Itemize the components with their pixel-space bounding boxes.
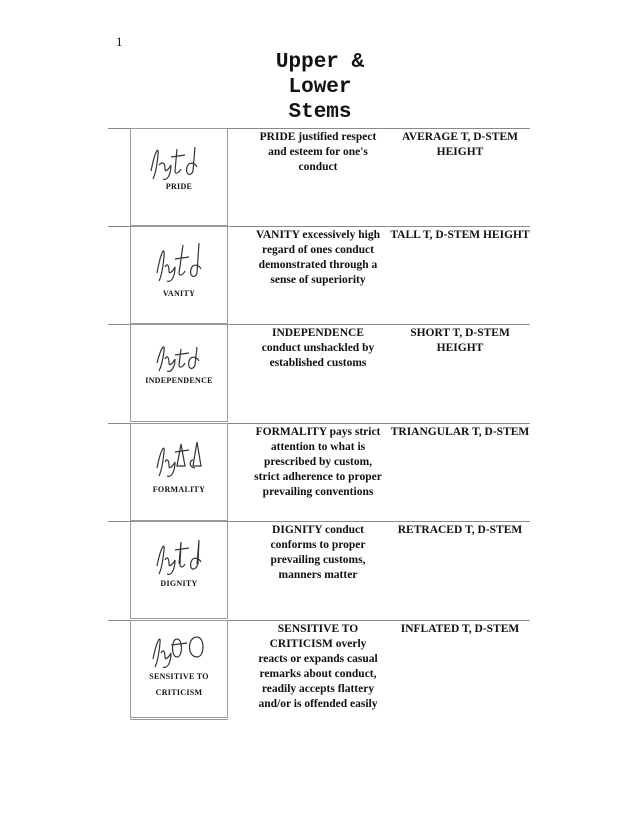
table-bottom-border xyxy=(130,719,228,720)
sample-caption: SENSITIVE TO CRITICISM xyxy=(149,672,209,697)
table-row xyxy=(108,620,530,718)
stem-type: SHORT T, D-STEM HEIGHT xyxy=(410,327,510,354)
handwriting-sample-lytd xyxy=(137,335,223,375)
handwriting-sample-lytd xyxy=(137,536,223,576)
sample-caption: DIGNITY xyxy=(160,579,198,588)
page-number: 1 xyxy=(116,34,123,49)
handwriting-sample-lytd xyxy=(137,243,223,283)
table-row xyxy=(108,226,530,324)
sample-caption: PRIDE xyxy=(165,182,193,191)
sample-caption: FORMALITY xyxy=(152,485,206,494)
stem-type: TRIANGULAR T, D-STEM xyxy=(390,426,530,438)
table-row xyxy=(108,521,530,619)
page-title: Upper & Lower Stems xyxy=(275,51,365,124)
table-row xyxy=(108,128,530,226)
sample-caption: INDEPENDENCE xyxy=(145,376,213,385)
table-row xyxy=(108,423,530,521)
trait-description: DIGNITY conduct conforms to proper prevailing customs, manners matter xyxy=(270,524,366,581)
stem-type: RETRACED T, D-STEM xyxy=(397,524,523,536)
handwriting-sample-image xyxy=(130,226,228,324)
stem-type: TALL T, D-STEM HEIGHT xyxy=(390,229,530,241)
handwriting-sample-image xyxy=(130,620,228,718)
trait-description: SENSITIVE TO CRITICISM overly reacts or expands casual remarks about conduct, readily accepts flattery and/or is offended easily xyxy=(258,623,378,710)
sample-caption: VANITY xyxy=(162,289,196,298)
trait-description: INDEPENDENCE conduct unshackled by established customs xyxy=(261,327,375,369)
trait-description: PRIDE justified respect and esteem for one's conduct xyxy=(259,131,377,173)
handwriting-sample-lytd xyxy=(137,141,223,181)
trait-description: FORMALITY pays strict attention to what is prescribed by custom, strict adherence to proper prevailing conventions xyxy=(254,426,382,498)
handwriting-sample-image xyxy=(130,423,228,521)
handwriting-sample-lytd xyxy=(137,629,223,669)
table-row xyxy=(108,324,530,422)
stem-type: AVERAGE T, D-STEM HEIGHT xyxy=(402,131,518,158)
handwriting-sample-image xyxy=(130,128,228,226)
trait-description: VANITY excessively high regard of ones conduct demonstrated through a sense of superiority xyxy=(256,229,380,286)
handwriting-sample-lytd xyxy=(137,438,223,478)
handwriting-sample-image xyxy=(130,521,228,619)
stem-type: INFLATED T, D-STEM xyxy=(400,623,520,635)
handwriting-sample-image xyxy=(130,324,228,422)
